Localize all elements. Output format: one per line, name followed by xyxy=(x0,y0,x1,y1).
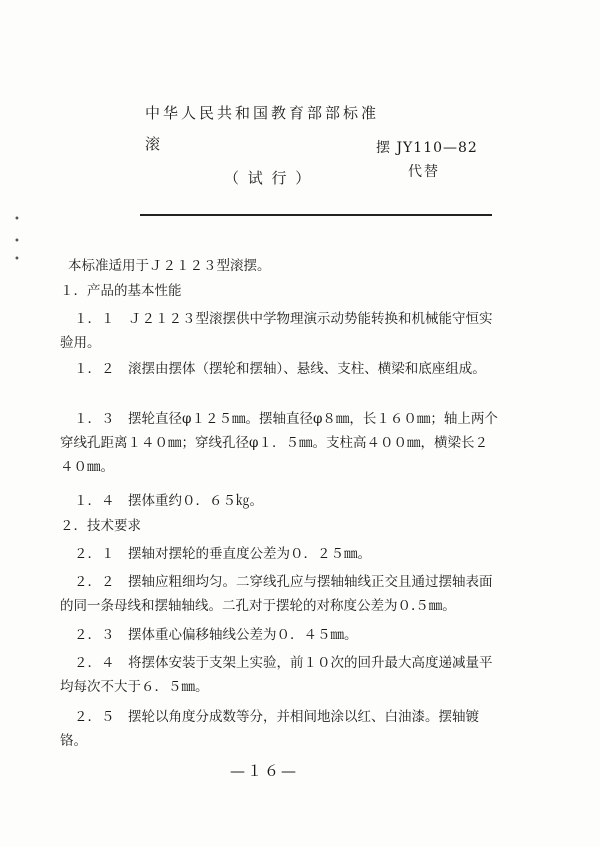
clause-1-2: １．２ 滚摆由摆体（摆轮和摆轴）、悬线、支柱、横梁和底座组成。 xyxy=(74,361,486,377)
clause-2-3: ２．３ 摆体重心偏移轴线公差为０．４５㎜。 xyxy=(74,627,358,643)
product-name-start: 滚 xyxy=(145,135,161,153)
clause-1-1: １．１ Ｊ２１２３型滚摆供中学物理演示动势能转换和机械能守恒实验用。 xyxy=(60,311,493,351)
standard-title: 中华人民共和国教育部部标准 xyxy=(145,104,380,122)
clause-2-4: ２．４ 将摆体安装于支架上实验，前１０次的回升最大高度递减量平均每次不大于６．５㎜。 xyxy=(60,655,493,695)
scan-mark: • xyxy=(14,236,20,247)
replaces-label: 代替 xyxy=(408,164,440,180)
clause-2-5: ２．５ 摆轮以角度分成数等分，并相间地涂以红、白油漆。摆轴镀铬。 xyxy=(60,709,479,749)
trial-label: （ 试 行 ） xyxy=(224,169,313,187)
page-number: —１６— xyxy=(230,762,299,780)
clause-2-2: ２．２ 摆轴应粗细均匀。二穿线孔应与摆轴轴线正交且通过摆轴表面的同一条母线和摆轴轴线。二孔对于摆轮的对称度公差为０.５㎜。 xyxy=(60,574,493,614)
header-rule xyxy=(140,214,492,216)
standard-code: 摆 JY110—82 xyxy=(376,140,478,156)
section-2-heading: ２．技术要求 xyxy=(60,518,141,534)
scan-mark: • xyxy=(14,254,20,265)
clause-2-1: ２．１ 摆轴对摆轮的垂直度公差为０．２５㎜。 xyxy=(74,546,371,562)
clause-1-3: １．３ 摆轮直径φ１２５㎜。摆轴直径φ８㎜，长１６０㎜；轴上两个穿线孔距离１４０㎜；穿线孔径φ１．５㎜。支柱高４００㎜，横梁长２４０㎜。 xyxy=(60,411,498,475)
section-1-heading: １．产品的基本性能 xyxy=(60,283,182,299)
scan-mark: • xyxy=(14,214,20,225)
clause-1-4: １．４ 摆体重约０．６５㎏。 xyxy=(74,493,263,509)
intro-paragraph: 本标准适用于Ｊ２１２３型滚摆。 xyxy=(68,258,271,274)
